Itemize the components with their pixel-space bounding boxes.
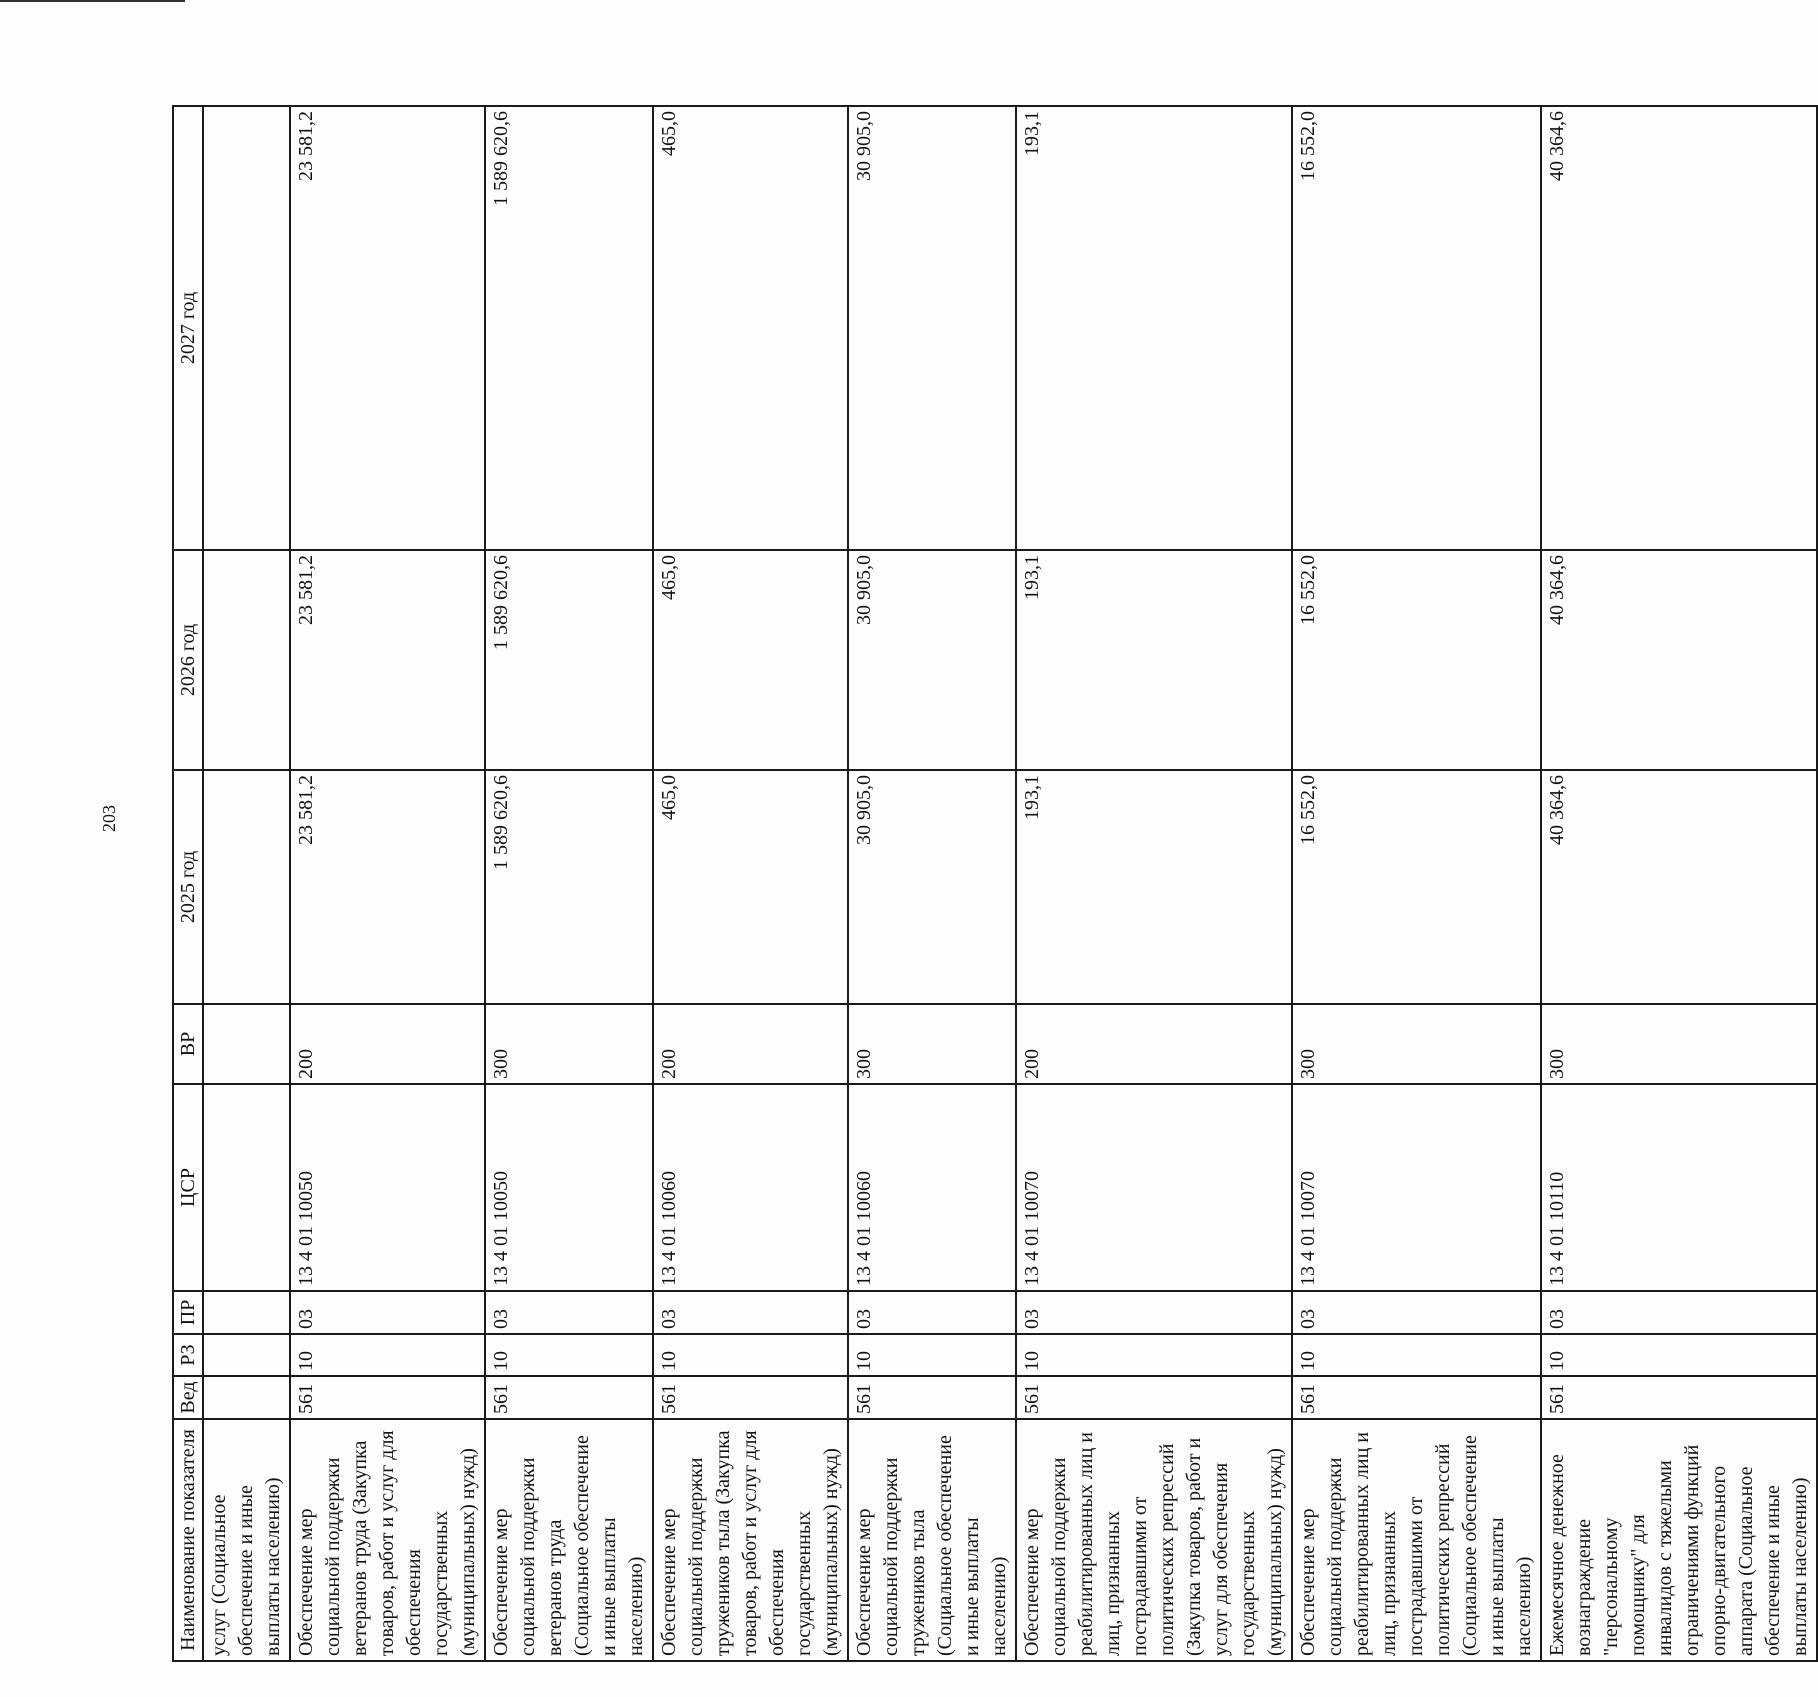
row-ved: 561	[485, 1376, 653, 1419]
row-rz: 10	[485, 1334, 653, 1376]
row-2027: 23 581,2	[290, 106, 485, 550]
row-2027: 193,1	[1016, 106, 1292, 550]
row-pr: 03	[485, 1291, 653, 1334]
row-2026: 40 364,6	[1541, 550, 1817, 770]
row-name: Обеспечение мер социальной поддержки тружеников тыла (Закупка товаров, работ и услуг для обеспечения государственных (муниципальных) нужд)	[653, 1419, 848, 1661]
row-ved: 561	[1016, 1376, 1292, 1419]
row-2025: 30 905,0	[848, 770, 1016, 1004]
row-name: Обеспечение мер социальной поддержки ветеранов труда (Закупка товаров, работ и услуг для обеспечения государственных (муниципальных) нужд)	[290, 1419, 485, 1661]
header-ved: Вед	[173, 1376, 203, 1419]
header-rz: РЗ	[173, 1334, 203, 1376]
row-rz	[203, 1334, 290, 1376]
table-row	[848, 106, 1016, 1661]
row-csr: 13 4 01 10060	[653, 1084, 848, 1291]
row-name: Обеспечение мер социальной поддержки тружеников тыла (Социальное обеспечение и иные выплаты населению)	[848, 1419, 1016, 1661]
row-2025: 193,1	[1016, 770, 1292, 1004]
header-csr: ЦСР	[173, 1084, 203, 1291]
row-name: Обеспечение мер социальной поддержки ветеранов труда (Социальное обеспечение и иные выплаты населению)	[485, 1419, 653, 1661]
row-rz: 10	[1016, 1334, 1292, 1376]
table-row	[485, 106, 653, 1661]
row-pr: 03	[653, 1291, 848, 1334]
row-vr: 200	[1016, 1004, 1292, 1084]
row-rz: 10	[1292, 1334, 1541, 1376]
row-ved: 561	[848, 1376, 1016, 1419]
row-ved: 561	[290, 1376, 485, 1419]
row-pr: 03	[1016, 1291, 1292, 1334]
row-name: Обеспечение мер социальной поддержки реабилитированных лиц и лиц, признанных пострадавшими от политических репрессий (Закупка товаров, работ и услуг для обеспечения государственных (муниципальных) нужд)	[1016, 1419, 1292, 1661]
row-csr: 13 4 01 10070	[1016, 1084, 1292, 1291]
row-rz: 10	[290, 1334, 485, 1376]
row-name: Обеспечение мер социальной поддержки реабилитированных лиц и лиц, признанных пострадавшими от политических репрессий (Социальное обеспечение и иные выплаты населению)	[1292, 1419, 1541, 1661]
row-csr: 13 4 01 10050	[485, 1084, 653, 1291]
header-2027: 2027 год	[173, 106, 203, 550]
row-pr	[203, 1291, 290, 1334]
row-vr: 200	[290, 1004, 485, 1084]
row-vr: 300	[1541, 1004, 1817, 1084]
row-pr: 03	[1292, 1291, 1541, 1334]
header-pr: ПР	[173, 1291, 203, 1334]
row-csr: 13 4 01 10060	[848, 1084, 1016, 1291]
row-pr: 03	[848, 1291, 1016, 1334]
row-vr: 300	[485, 1004, 653, 1084]
row-vr: 200	[653, 1004, 848, 1084]
row-csr: 13 4 01 10110	[1541, 1084, 1817, 1291]
row-vr	[203, 1004, 290, 1084]
table-row	[1292, 106, 1541, 1661]
row-rz: 10	[1541, 1334, 1817, 1376]
row-pr: 03	[290, 1291, 485, 1334]
row-vr: 300	[848, 1004, 1016, 1084]
row-2027: 30 905,0	[848, 106, 1016, 550]
header-2026: 2026 год	[173, 550, 203, 770]
row-csr: 13 4 01 10070	[1292, 1084, 1541, 1291]
header-vr: ВР	[173, 1004, 203, 1084]
row-2026: 23 581,2	[290, 550, 485, 770]
page-number: 203	[99, 805, 119, 832]
rotated-table-sheet	[172, 107, 1811, 1662]
row-2025: 465,0	[653, 770, 848, 1004]
table-header-row	[173, 106, 203, 1661]
row-csr	[203, 1084, 290, 1291]
header-name: Наименование показателя	[173, 1419, 203, 1661]
table-row	[290, 106, 485, 1661]
row-csr: 13 4 01 10050	[290, 1084, 485, 1291]
row-2025: 23 581,2	[290, 770, 485, 1004]
row-2027: 1 589 620,6	[485, 106, 653, 550]
row-2027: 40 364,6	[1541, 106, 1817, 550]
row-ved	[203, 1376, 290, 1419]
row-2027: 16 552,0	[1292, 106, 1541, 550]
row-2027: 465,0	[653, 106, 848, 550]
row-rz: 10	[653, 1334, 848, 1376]
budget-table	[172, 105, 1818, 1662]
row-2025: 1 589 620,6	[485, 770, 653, 1004]
row-rz: 10	[848, 1334, 1016, 1376]
header-2025: 2025 год	[173, 770, 203, 1004]
row-2026	[203, 550, 290, 770]
row-pr: 03	[1541, 1291, 1817, 1334]
row-2026: 16 552,0	[1292, 550, 1541, 770]
row-ved: 561	[1292, 1376, 1541, 1419]
row-2025: 16 552,0	[1292, 770, 1541, 1004]
row-2026: 465,0	[653, 550, 848, 770]
scan-edge-line	[0, 0, 185, 2]
row-2026: 30 905,0	[848, 550, 1016, 770]
table-row	[203, 106, 290, 1661]
row-ved: 561	[1541, 1376, 1817, 1419]
row-2025	[203, 770, 290, 1004]
row-2027	[203, 106, 290, 550]
table-row	[653, 106, 848, 1661]
row-2026: 193,1	[1016, 550, 1292, 770]
table-row	[1541, 106, 1817, 1661]
row-name: Ежемесячное денежное вознаграждение "персональному помощнику" для инвалидов с тяжелыми ограничениями функций опорно-двигательного аппарата (Социальное обеспечение и иные выплаты населению)	[1541, 1419, 1817, 1661]
row-2025: 40 364,6	[1541, 770, 1817, 1004]
row-2026: 1 589 620,6	[485, 550, 653, 770]
row-ved: 561	[653, 1376, 848, 1419]
row-vr: 300	[1292, 1004, 1541, 1084]
row-name: услуг (Социальное обеспечение и иные выплаты населению)	[203, 1419, 290, 1661]
table-row	[1016, 106, 1292, 1661]
